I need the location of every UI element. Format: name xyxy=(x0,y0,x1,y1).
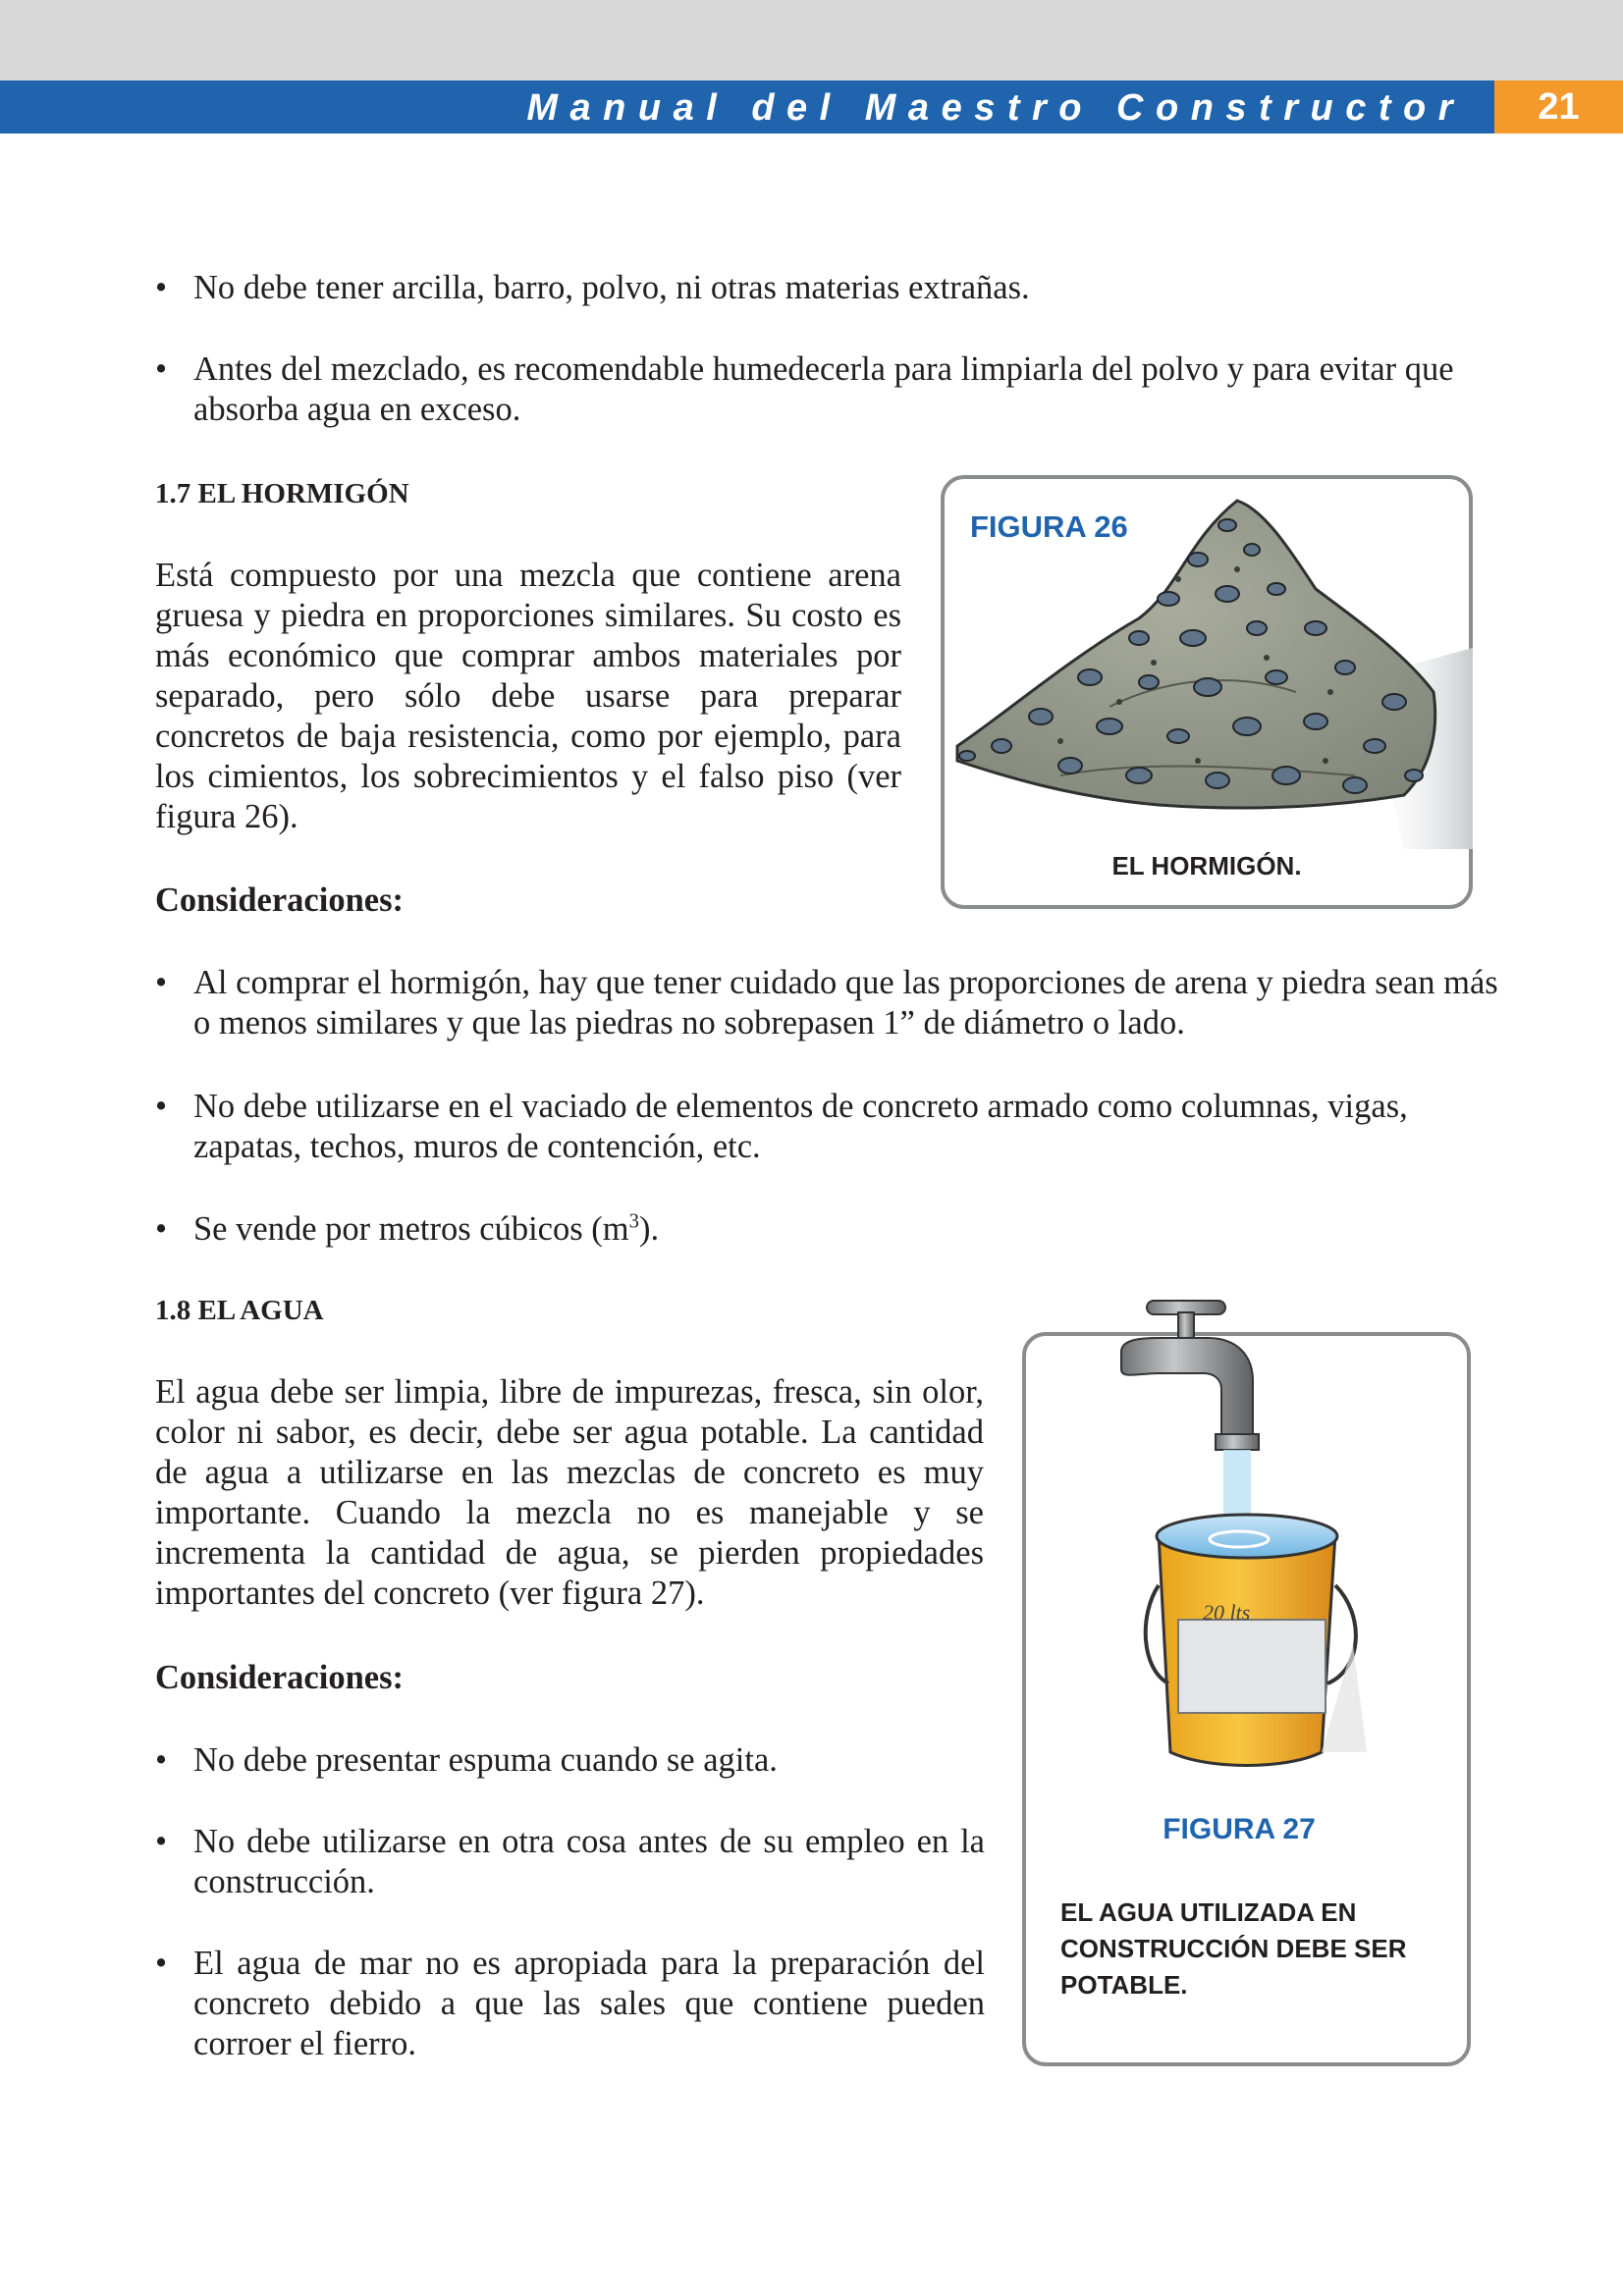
bullet-text: No debe utilizarse en el vaciado de elementos de concreto armado como columnas, vigas, zapatas, techos, muros de contención, etc. xyxy=(193,1088,1408,1165)
bullet-dot: • xyxy=(155,1210,168,1248)
list-item xyxy=(155,1822,985,1902)
section-heading-hormigon: 1.7 EL HORMIGÓN xyxy=(155,478,409,509)
page-number: 21 xyxy=(1494,80,1623,133)
section-heading-agua: 1.8 EL AGUA xyxy=(155,1295,324,1326)
list-item xyxy=(155,268,1509,308)
list-item xyxy=(155,963,1509,1043)
list-item xyxy=(155,1209,1509,1250)
bullet-text: No debe utilizarse en otra cosa antes de su empleo en la construcción. xyxy=(193,1823,985,1900)
bullet-dot: • xyxy=(155,269,168,306)
bullet-text: Antes del mezclado, es recomendable humedecerla para limpiarla del polvo y para evitar que absorba agua en exceso. xyxy=(193,350,1454,428)
figure-26-label: FIGURA 26 xyxy=(970,509,1128,544)
bullet-text: No debe presentar espuma cuando se agita. xyxy=(193,1741,778,1779)
bullet-dot: • xyxy=(155,350,168,388)
figure-26-caption: EL HORMIGÓN. xyxy=(1111,851,1302,881)
bullet-text: El agua de mar no es apropiada para la preparación del concreto debido a que las sales que contiene pueden corroer el fierro. xyxy=(193,1945,985,2062)
bullet-dot: • xyxy=(155,1823,168,1860)
considerations-heading: Consideraciones: xyxy=(155,1659,404,1696)
top-band xyxy=(0,0,1623,80)
superscript: 3 xyxy=(628,1210,639,1233)
considerations-heading: Consideraciones: xyxy=(155,881,404,919)
figure-27-caption: EL AGUA UTILIZADA EN CONSTRUCCIÓN DEBE SER POTABLE. xyxy=(1060,1897,1407,2000)
figure-27-label: FIGURA 27 xyxy=(1163,1813,1316,1845)
bullet-dot: • xyxy=(155,1088,168,1125)
bullet-dot: • xyxy=(155,1945,168,1982)
agua-paragraph: El agua debe ser limpia, libre de impurezas, fresca, sin olor, color ni sabor, es decir, debe ser agua potable. La cantidad de agua a utilizarse en las mezclas de concreto es muy importante. Cuando la mezcla no es manejable y se incrementa la cantidad de agua, se pierden propiedades importantes del concreto (ver figura 27). xyxy=(155,1373,984,1612)
hormigon-paragraph: Está compuesto por una mezcla que contiene arena gruesa y piedra en proporciones similares. Su costo es más económico que comprar ambos materiales por separado, pero sólo debe usarse para preparar concretos de baja resistencia, como por ejemplo, para los cimientos, los sobrecimientos y el falso piso (ver figura 26). xyxy=(155,557,901,835)
bullet-text: No debe tener arcilla, barro, polvo, ni otras materias extrañas. xyxy=(193,269,1030,306)
bullet-text: Al comprar el hormigón, hay que tener cuidado que las proporciones de arena y piedra sean más o menos similares y que las piedras no sobrepasen 1” de diámetro o lado. xyxy=(193,964,1498,1041)
concrete-pile-illustration xyxy=(943,481,1512,874)
list-item xyxy=(155,1740,1023,1781)
bullet-text-end: ). xyxy=(638,1210,660,1248)
list-item xyxy=(155,1944,985,2064)
bullet-dot: • xyxy=(155,964,168,1001)
list-item xyxy=(155,349,1509,430)
bullet-text: Se vende por metros cúbicos (m xyxy=(193,1210,629,1248)
faucet-bucket-illustration xyxy=(1100,1291,1394,1782)
list-item xyxy=(155,1087,1509,1167)
bucket-label: 20 lts xyxy=(1203,1600,1251,1625)
header-bar xyxy=(0,80,1494,133)
manual-title: Manual del Maestro Constructor xyxy=(526,87,1465,129)
bullet-dot: • xyxy=(155,1741,168,1779)
